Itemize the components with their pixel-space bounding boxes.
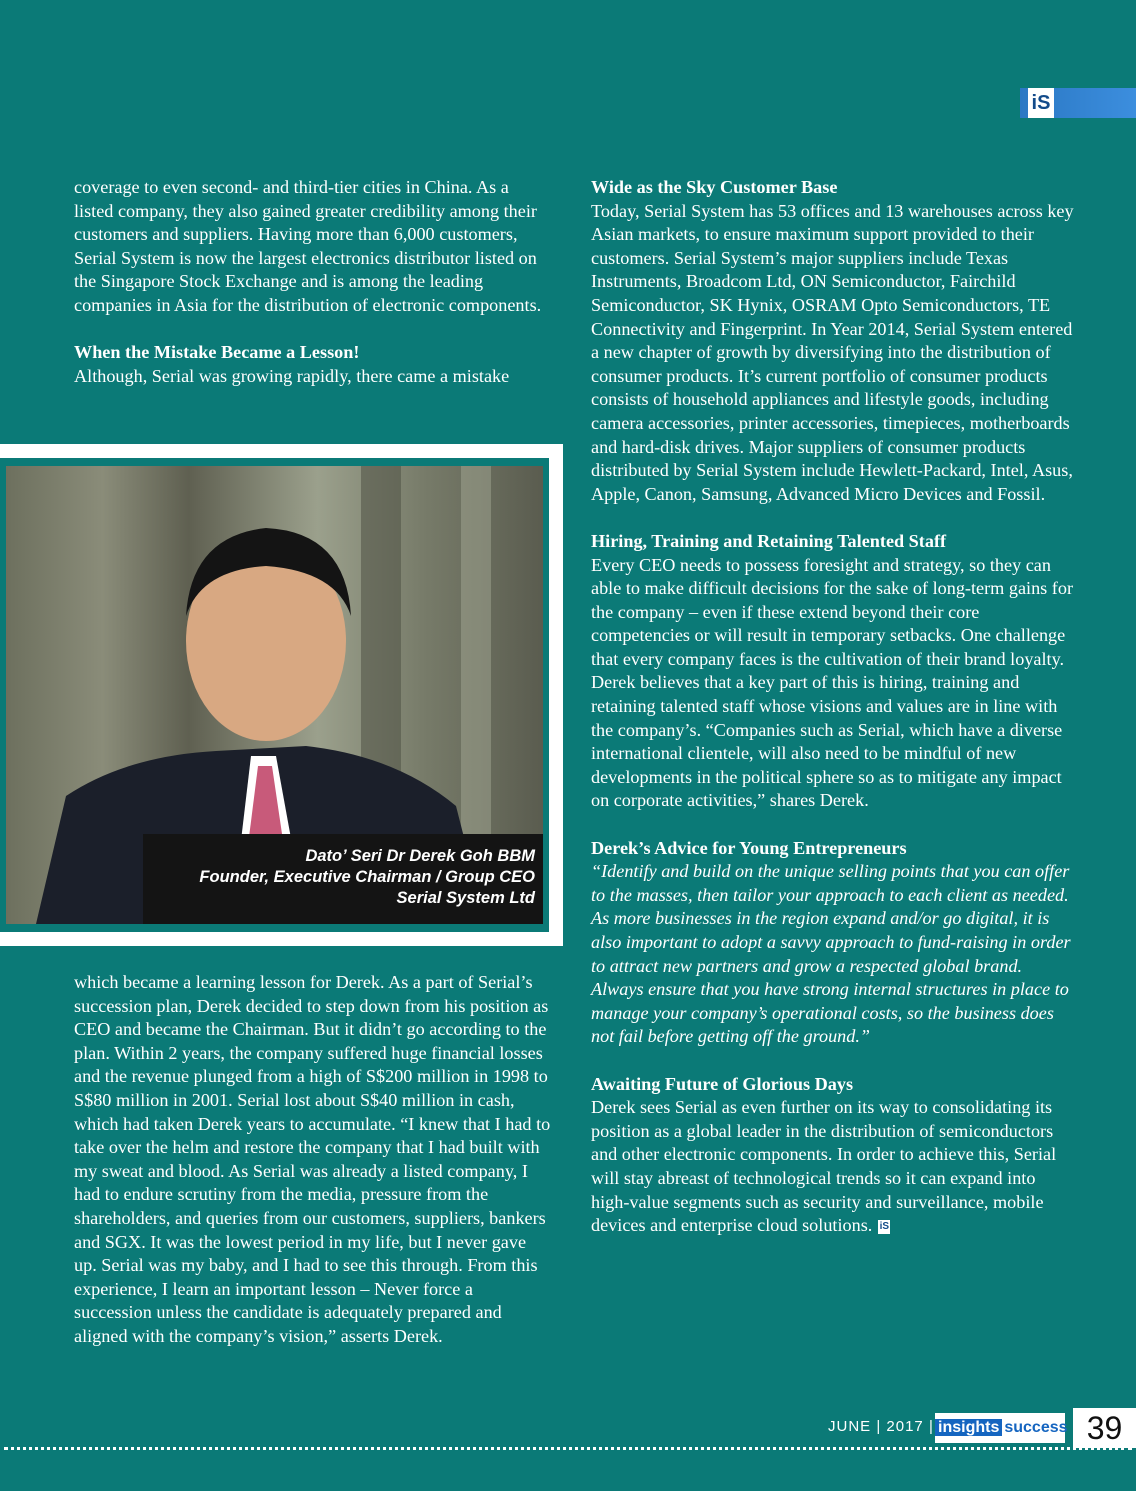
photo-frame	[0, 444, 563, 946]
body-paragraph: which became a learning lesson for Derek. As a part of Serial’s succession plan, Derek decided to step down from his position as CEO and became the Chairman. But it didn’t go according to the plan. Within 2 years, the company suffered huge financial losses and the revenue plunged from a high of S$200 million in 1998 to S$80 million in 2001. Serial lost about S$40 million in cash, which had taken Derek years to accumulate. “I knew that I had to take over the helm and restore the company that I had built with my sweat and blood. As Serial was already a listed company, I had to endure scrutiny from the media, pressure from the shareholders, and queries from our customers, suppliers, bankers and SGX. It was the lowest period in my life, but I never gave up. Serial was my baby, and I had to see this through. From this experience, I learn an important lesson – Never force a succession unless the candidate is adequately prepared and aligned with the company’s vision,” asserts Derek.	[74, 972, 551, 1346]
body-paragraph: Today, Serial System has 53 offices and 13 warehouses across key Asian markets, to ensure maximum support provided to their customers. Serial System’s major suppliers include Texas Instruments, Broadcom Ltd, ON Semiconductor, Fairchild Semiconductor, SK Hynix, OSRAM Opto Semiconductors, TE Connectivity and Fingerprint. In Year 2014, Serial System entered a new chapter of growth by diversifying into the distribution of consumer products. It’s current portfolio of consumer products consists of household appliances and lifestyle goods, including camera accessories, printer accessories, timepieces, motherboards and hard-disk drives. Major suppliers of consumer products distributed by Serial System include Hewlett-Packard, Intel, Asus, Apple, Canon, Samsung, Advanced Micro Devices and Fossil.	[591, 200, 1074, 504]
end-mark-icon: iS	[879, 1220, 890, 1232]
left-column-top	[74, 176, 552, 388]
right-column	[591, 176, 1077, 1238]
caption-company: Serial System Ltd	[396, 889, 535, 907]
portrait-photo	[6, 466, 543, 924]
dotted-divider	[4, 1447, 1132, 1450]
issue-date: JUNE | 2017 |	[828, 1418, 934, 1435]
photo-caption	[143, 834, 543, 924]
caption-title: Founder, Executive Chairman / Group CEO	[199, 868, 535, 886]
section-heading: When the Mistake Became a Lesson!	[74, 342, 360, 363]
page-footer	[0, 1408, 1136, 1448]
magazine-logo-icon: iS	[1028, 88, 1054, 118]
body-paragraph: Every CEO needs to possess foresight and strategy, so they can able to make difficult decisions for the sake of long-term gains for the company – even if these extend beyond their core competencies or will result in temporary setbacks. One challenge that every company faces is the cultivation of their brand loyalty. Derek believes that a key part of this is hiring, training and retaining talented staff whose visions and values are in line with the company’s. “Companies such as Serial, which have a diverse international clientele, will also need to be mindful of new developments in the political sphere so as to mitigate any impact on corporate activities,” shares Derek.	[591, 554, 1073, 811]
closing-paragraph-text: Derek sees Serial as even further on its way to consolidating its position as a global leader in the distribution of semiconductors and other electronic components. In order to achieve this, Serial will stay abreast of technological trends so it can expand into high-value segments such as security and surveillance, mobile devices and enterprise cloud solutions.	[591, 1097, 1057, 1236]
brand-name-part-a: insights	[935, 1419, 1002, 1436]
body-paragraph	[591, 1096, 1077, 1238]
brand-name-part-b: success	[1004, 1419, 1068, 1436]
section-heading: Hiring, Training and Retaining Talented Staff	[591, 530, 947, 551]
body-paragraph: coverage to even second- and third-tier cities in China. As a listed company, they also gained greater credibility among their customers and suppliers. Having more than 6,000 customers, Serial System is now the largest electronics distributor listed on the Singapore Stock Exchange and is among the leading companies in Asia for the distribution of electronic components.	[74, 177, 542, 315]
brand-logo	[935, 1413, 1068, 1443]
left-column-bottom	[74, 971, 552, 1349]
caption-name: Dato’ Seri Dr Derek Goh BBM	[305, 847, 535, 865]
section-heading: Derek’s Advice for Young Entrepreneurs	[591, 837, 907, 858]
header-logo-strip	[1020, 88, 1136, 118]
page-number: 39	[1073, 1408, 1136, 1448]
body-paragraph: Although, Serial was growing rapidly, there came a mistake	[74, 365, 510, 386]
section-heading: Wide as the Sky Customer Base	[591, 177, 838, 197]
quote-paragraph: “Identify and build on the unique selling points that you can offer to the masses, then tailor your approach to each client as needed. As more businesses in the region expand and/or go digital, it is also important to adopt a savvy approach to fund-raising in order to attract new partners and grow a respected global brand. Always ensure that you have strong internal structures in place to manage your company’s operational costs, so the business does not fail before getting off the ground.”	[591, 861, 1071, 1047]
section-heading: Awaiting Future of Glorious Days	[591, 1073, 854, 1094]
